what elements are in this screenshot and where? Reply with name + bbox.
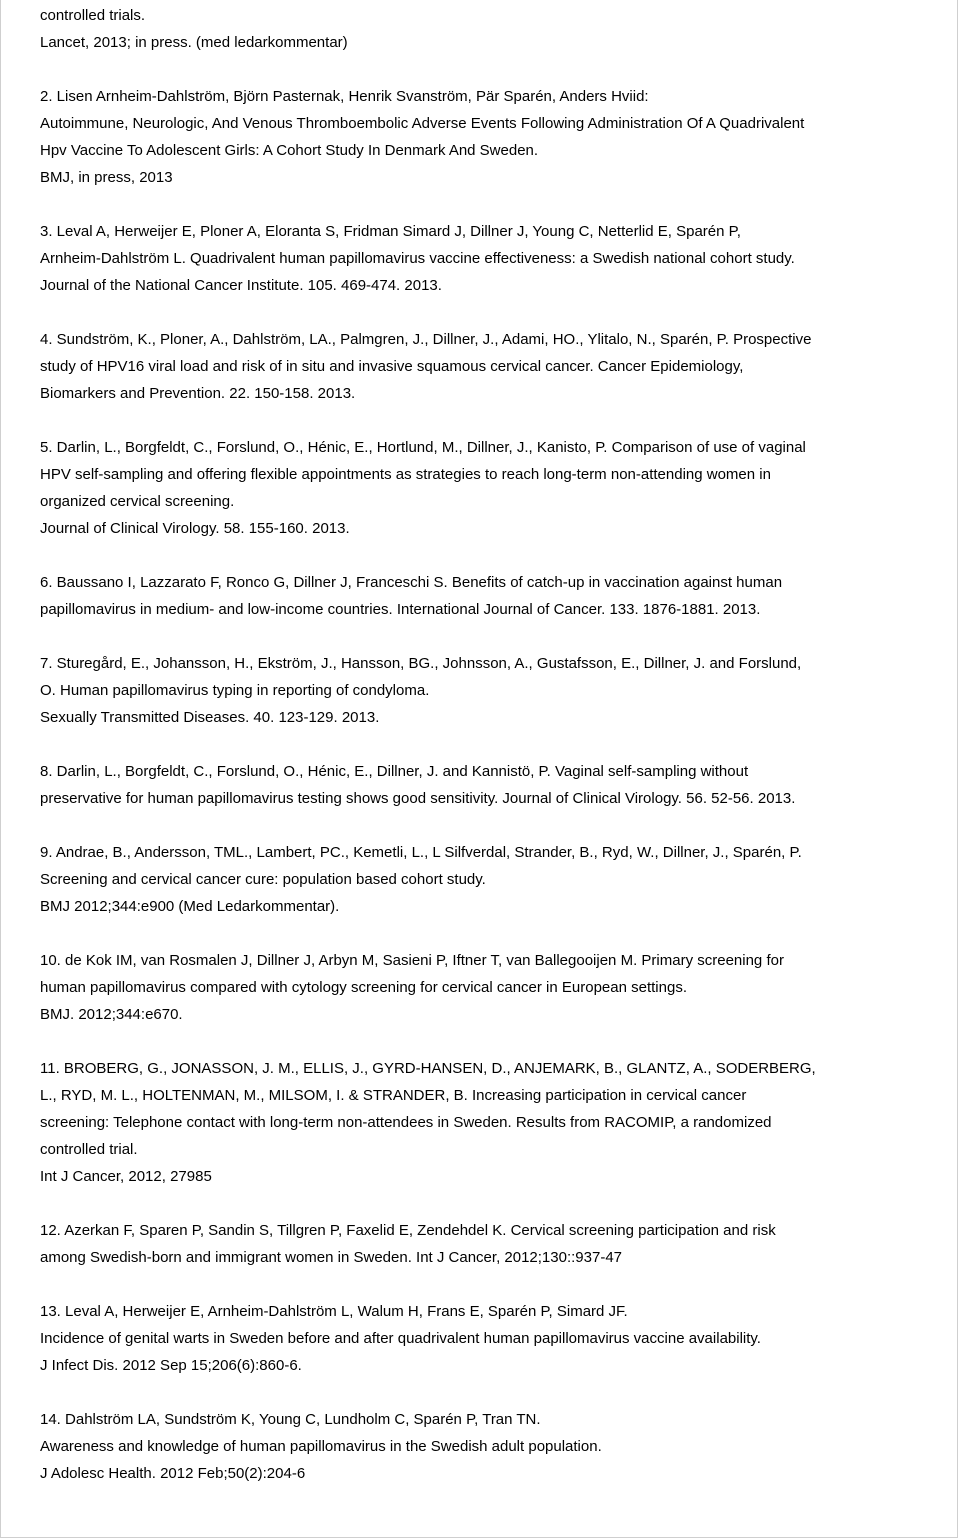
reference-line: Sexually Transmitted Diseases. 40. 123-129. 2013. — [40, 709, 380, 726]
reference-line: preservative for human papillomavirus testing shows good sensitivity. Journal of Clinical Virology. 56. 52-56. 2013. — [40, 790, 796, 807]
entry-gap — [40, 299, 930, 326]
entry-gap — [40, 812, 930, 839]
entry-gap — [40, 731, 930, 758]
reference-line: 12. Azerkan F, Sparen P, Sandin S, Tillgren P, Faxelid E, Zendehdel K. Cervical screening participation and risk — [40, 1222, 776, 1239]
reference-line: human papillomavirus compared with cytology screening for cervical cancer in European settings. — [40, 979, 687, 996]
reference-entry — [40, 947, 930, 1028]
reference-line: Autoimmune, Neurologic, And Venous Thromboembolic Adverse Events Following Administration Of A Quadrivalent — [40, 115, 805, 132]
reference-entry — [40, 1298, 930, 1379]
reference-line: papillomavirus in medium- and low-income countries. International Journal of Cancer. 133. 1876-1881. 2013. — [40, 601, 761, 618]
entry-gap — [40, 542, 930, 569]
reference-line: HPV self-sampling and offering flexible appointments as strategies to reach long-term non-attending women in — [40, 466, 771, 483]
reference-line: O. Human papillomavirus typing in reporting of condyloma. — [40, 682, 430, 699]
reference-line: 6. Baussano I, Lazzarato F, Ronco G, Dillner J, Franceschi S. Benefits of catch-up in vaccination against human — [40, 574, 783, 591]
reference-line: controlled trials. — [40, 7, 146, 24]
reference-list — [40, 2, 930, 1487]
entry-gap — [40, 1271, 930, 1298]
reference-line: controlled trial. — [40, 1141, 138, 1158]
entry-gap — [40, 56, 930, 83]
reference-entry — [40, 839, 930, 920]
reference-line: BMJ 2012;344:e900 (Med Ledarkommentar). — [40, 898, 340, 915]
entry-gap — [40, 1190, 930, 1217]
reference-line: Journal of the National Cancer Institute. 105. 469-474. 2013. — [40, 277, 442, 294]
reference-entry — [40, 1406, 930, 1487]
reference-entry — [40, 326, 930, 407]
reference-entry — [40, 2, 930, 56]
reference-entry — [40, 1055, 930, 1190]
reference-entry — [40, 650, 930, 731]
reference-line: 13. Leval A, Herweijer E, Arnheim-Dahlström L, Walum H, Frans E, Sparén P, Simard JF. — [40, 1303, 628, 1320]
reference-line: Screening and cervical cancer cure: population based cohort study. — [40, 871, 486, 888]
reference-line: Biomarkers and Prevention. 22. 150-158. 2013. — [40, 385, 356, 402]
reference-entry — [40, 218, 930, 299]
reference-line: 8. Darlin, L., Borgfeldt, C., Forslund, O., Hénic, E., Dillner, J. and Kannistö, P. Vaginal self-sampling without — [40, 763, 749, 780]
entry-gap — [40, 623, 930, 650]
reference-line: BMJ. 2012;344:e670. — [40, 1006, 183, 1023]
entry-gap — [40, 1028, 930, 1055]
reference-line: 3. Leval A, Herweijer E, Ploner A, Eloranta S, Fridman Simard J, Dillner J, Young C, Netterlid E, Sparén P, — [40, 223, 741, 240]
entry-gap — [40, 1379, 930, 1406]
reference-line: Journal of Clinical Virology. 58. 155-160. 2013. — [40, 520, 350, 537]
reference-line: 9. Andrae, B., Andersson, TML., Lambert, PC., Kemetli, L., L Silfverdal, Strander, B., Ryd, W., Dillner, J., Sparén, P. — [40, 844, 802, 861]
reference-line: Incidence of genital warts in Sweden before and after quadrivalent human papillomavirus vaccine availability. — [40, 1330, 761, 1347]
reference-line: 2. Lisen Arnheim-Dahlström, Björn Pasternak, Henrik Svanström, Pär Sparén, Anders Hviid: — [40, 88, 649, 105]
reference-entry — [40, 83, 930, 191]
reference-entry — [40, 758, 930, 812]
reference-line: 14. Dahlström LA, Sundström K, Young C, Lundholm C, Sparén P, Tran TN. — [40, 1411, 541, 1428]
reference-line: among Swedish-born and immigrant women in Sweden. Int J Cancer, 2012;130::937-47 — [40, 1249, 623, 1266]
reference-entry — [40, 1217, 930, 1271]
reference-line: 7. Sturegård, E., Johansson, H., Ekström, J., Hansson, BG., Johnsson, A., Gustafsson, E., Dillner, J. and Forslund, — [40, 655, 802, 672]
reference-entry — [40, 569, 930, 623]
entry-gap — [40, 407, 930, 434]
reference-line: Arnheim-Dahlström L. Quadrivalent human papillomavirus vaccine effectiveness: a Swedish national cohort study. — [40, 250, 795, 267]
reference-line: Lancet, 2013; in press. (med ledarkommentar) — [40, 34, 348, 51]
entry-gap — [40, 920, 930, 947]
reference-line: Hpv Vaccine To Adolescent Girls: A Cohort Study In Denmark And Sweden. — [40, 142, 539, 159]
entry-gap — [40, 191, 930, 218]
reference-line: Int J Cancer, 2012, 27985 — [40, 1168, 212, 1185]
reference-entry — [40, 434, 930, 542]
reference-line: organized cervical screening. — [40, 493, 235, 510]
reference-line: 11. BROBERG, G., JONASSON, J. M., ELLIS, J., GYRD-HANSEN, D., ANJEMARK, B., GLANTZ, A., SODERBERG, — [40, 1060, 816, 1077]
reference-line: 4. Sundström, K., Ploner, A., Dahlström, LA., Palmgren, J., Dillner, J., Adami, HO., Ylitalo, N., Sparén, P. Prospective — [40, 331, 812, 348]
reference-line: Awareness and knowledge of human papillomavirus in the Swedish adult population. — [40, 1438, 602, 1455]
reference-line: study of HPV16 viral load and risk of in situ and invasive squamous cervical cancer. Cancer Epidemiology, — [40, 358, 744, 375]
reference-line: screening: Telephone contact with long-term non-attendees in Sweden. Results from RACOMIP, a randomized — [40, 1114, 772, 1131]
reference-line: BMJ, in press, 2013 — [40, 169, 173, 186]
reference-line: J Infect Dis. 2012 Sep 15;206(6):860-6. — [40, 1357, 302, 1374]
reference-line: L., RYD, M. L., HOLTENMAN, M., MILSOM, I. & STRANDER, B. Increasing participation in cervical cancer — [40, 1087, 747, 1104]
reference-line: 5. Darlin, L., Borgfeldt, C., Forslund, O., Hénic, E., Hortlund, M., Dillner, J., Kanisto, P. Comparison of use of vaginal — [40, 439, 806, 456]
reference-line: J Adolesc Health. 2012 Feb;50(2):204-6 — [40, 1465, 306, 1482]
reference-line: 10. de Kok IM, van Rosmalen J, Dillner J, Arbyn M, Sasieni P, Iftner T, van Ballegooijen M. Primary screening for — [40, 952, 784, 969]
